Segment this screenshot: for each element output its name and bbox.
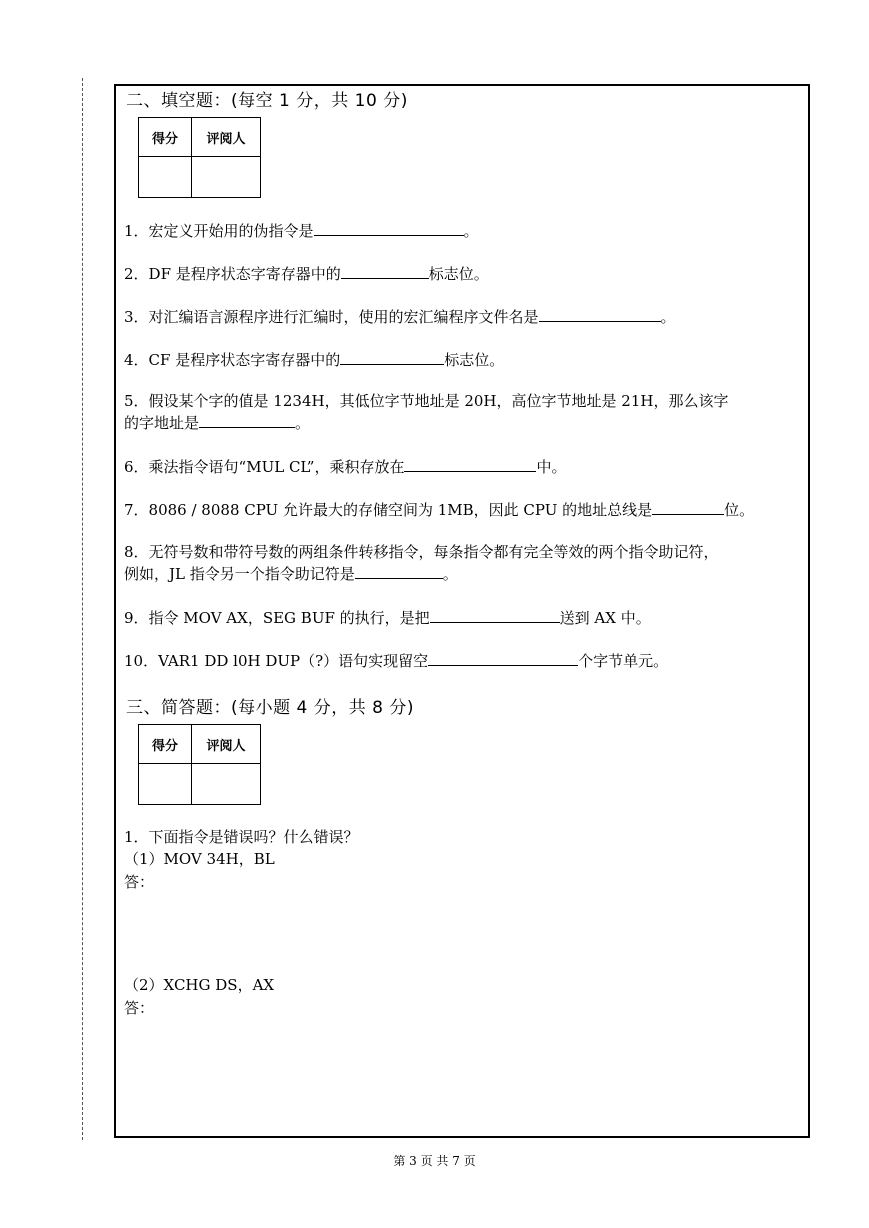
answer-blank[interactable] — [355, 563, 443, 579]
sub-question-1: （1）MOV 34H，BL — [124, 850, 275, 868]
answer-blank[interactable] — [199, 412, 295, 428]
answer-blank[interactable] — [341, 263, 429, 279]
reviewer-cell[interactable] — [192, 157, 261, 198]
score-cell[interactable] — [139, 764, 192, 805]
section-3-question-1: 1．下面指令是错误吗？什么错误？ — [124, 828, 359, 846]
reviewer-header: 评阅人 — [192, 118, 261, 157]
score-header: 得分 — [139, 725, 192, 764]
answer-label-2: 答： — [124, 999, 155, 1017]
section-3-title: 三、简答题：(每小题 4 分，共 8 分) — [126, 698, 415, 718]
question-7: 7．8086 / 8088 CPU 允许最大的存储空间为 1MB，因此 CPU 的地址总线是 位。 — [124, 501, 755, 519]
score-cell[interactable] — [139, 157, 192, 198]
answer-blank[interactable] — [314, 220, 464, 236]
score-header: 得分 — [139, 118, 192, 157]
answer-blank[interactable] — [340, 349, 444, 365]
reviewer-header: 评阅人 — [192, 725, 261, 764]
section-2-score-table — [138, 117, 261, 198]
question-8: 8．无符号数和带符号数的两组条件转移指令，每条指令都有完全等效的两个指令助记符， 例如，JL 指令另一个指令助记符是 。 — [124, 543, 719, 583]
answer-blank[interactable] — [404, 456, 536, 472]
reviewer-cell[interactable] — [192, 764, 261, 805]
question-4: 4．CF 是程序状态字寄存器中的 标志位。 — [124, 351, 505, 369]
question-2: 2．DF 是程序状态字寄存器中的 标志位。 — [124, 265, 489, 283]
question-9: 9．指令 MOV AX，SEG BUF 的执行，是把 送到 AX 中。 — [124, 609, 651, 627]
answer-label-1: 答： — [124, 873, 155, 891]
answer-blank[interactable] — [652, 499, 724, 515]
section-2-title: 二、填空题：(每空 1 分，共 10 分) — [126, 91, 408, 111]
binding-dashed-line — [82, 78, 83, 1140]
answer-blank[interactable] — [428, 650, 578, 666]
sub-question-2: （2）XCHG DS，AX — [124, 976, 275, 994]
question-10: 10．VAR1 DD l0H DUP（?）语句实现留空 个字节单元。 — [124, 652, 669, 670]
question-6: 6．乘法指令语句“MUL CL”，乘积存放在 中。 — [124, 458, 567, 476]
question-5: 5．假设某个字的值是 1234H，其低位字节地址是 20H，高位字节地址是 21H，那么该字 的字地址是 。 — [124, 392, 729, 432]
section-3-score-table — [138, 724, 261, 805]
answer-blank[interactable] — [539, 306, 661, 322]
answer-blank[interactable] — [430, 607, 560, 623]
question-3: 3．对汇编语言源程序进行汇编时，使用的宏汇编程序文件名是 。 — [124, 308, 676, 326]
question-1: 1．宏定义开始用的伪指令是 。 — [124, 222, 479, 240]
exam-page-frame — [114, 84, 810, 1138]
page-footer: 第 3 页 共 7 页 — [393, 1154, 476, 1168]
